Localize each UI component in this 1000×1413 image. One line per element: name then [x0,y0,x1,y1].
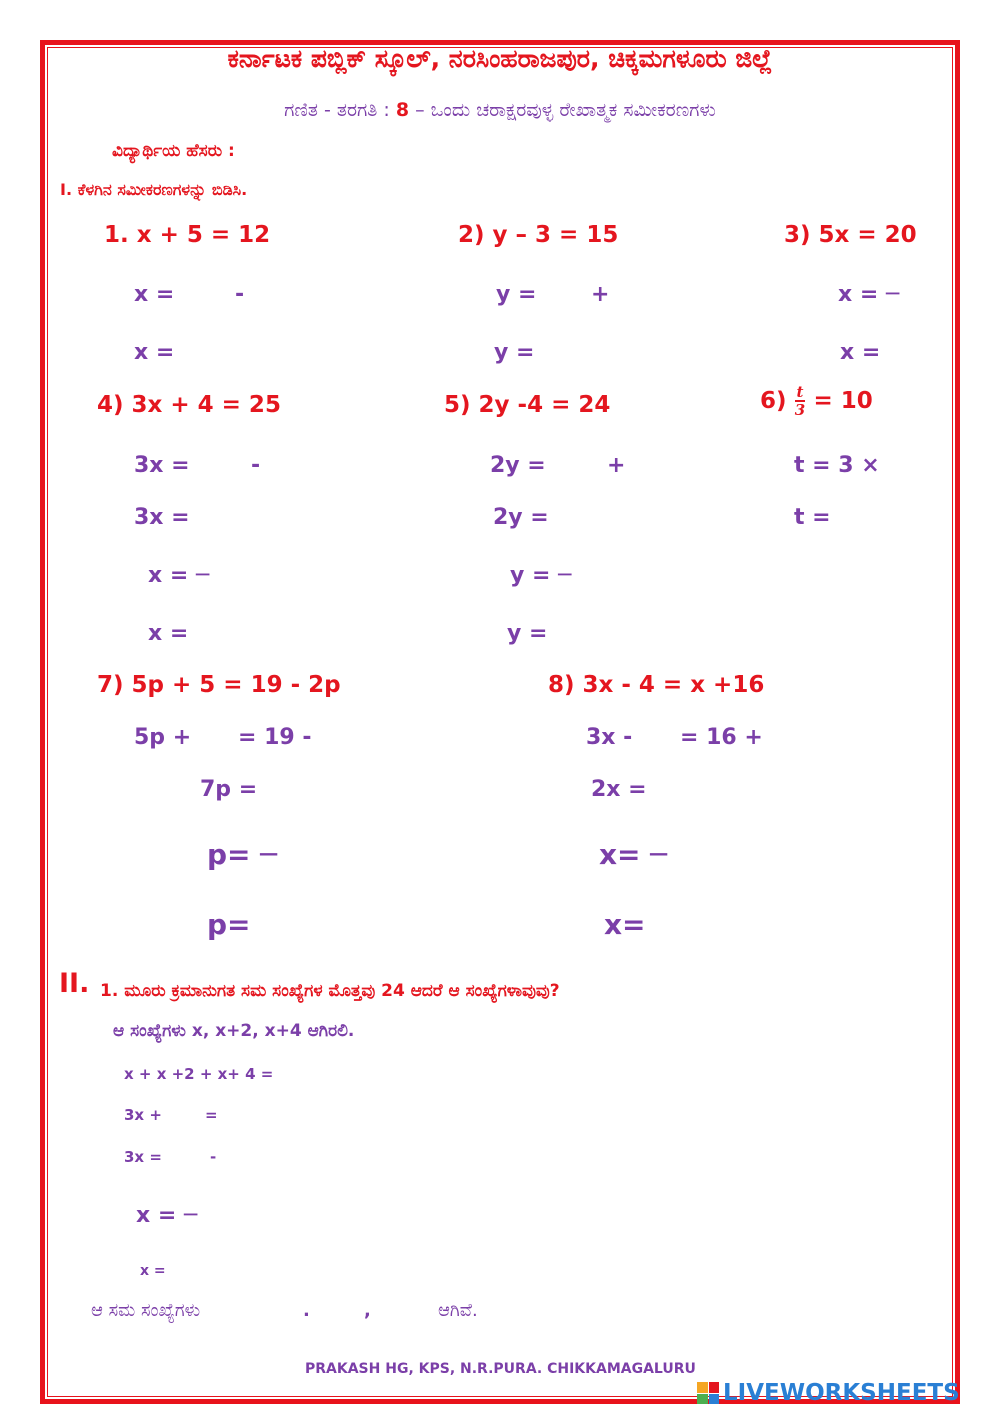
s2-answer-c: , [364,1300,371,1321]
school-title: ಕರ್ನಾಟಕ ಪಬ್ಲಿಕ್ ಸ್ಕೂಲ್, ನರಸಿಂಹರಾಜಪುರ, ಚಿಕ್ಕಮಗಳೂರು ಜಿಲ್ಲೆ [227,44,773,73]
q6-step1: t = 3 × [794,453,880,478]
q8-step2: 2x = [591,777,647,802]
q2-step2: y = [494,340,535,365]
s2-step5: x = [140,1263,166,1279]
s2-step2b: = [205,1106,218,1124]
q6-title-suffix: = 10 [813,388,873,414]
q8-step3: x= ─ [599,838,668,871]
q7-step4: p= [207,908,251,941]
s2-step4: x = ─ [136,1203,198,1228]
s2-answer-b: . [303,1300,310,1321]
q6-fraction-denominator: 3 [794,401,806,419]
q1-title: 1. x + 5 = 12 [104,222,271,248]
s2-answer-a: ಆ ಸಮ ಸಂಖ್ಯೆಗಳು [91,1300,201,1321]
q1-step1-op: - [235,282,245,307]
liveworksheets-text: LIVEWORKSHEETS [723,1380,960,1406]
subject-line [0,99,1000,121]
q2-title: 2) y – 3 = 15 [458,222,619,248]
q5-step3: y = ─ [510,563,572,588]
liveworksheets-watermark[interactable] [697,1378,960,1408]
q7-step1b: = 19 - [238,725,312,750]
q3-title: 3) 5x = 20 [784,222,917,248]
s2-step3b: - [210,1148,217,1166]
q4-step2: 3x = [134,505,190,530]
q2-step1: y = [496,282,537,307]
q6-fraction-numerator: t [796,383,804,401]
q7-step2: 7p = [200,777,258,802]
q4-title: 4) 3x + 4 = 25 [97,392,281,418]
q3-step1: x = ─ [838,282,900,307]
q3-step2: x = [840,340,881,365]
q6-step2: t = [794,505,831,530]
subject-prefix: ಗಣಿತ - ತರಗತಿ : [284,99,396,121]
q1-step1: x = [134,282,175,307]
q5-title: 5) 2y -4 = 24 [444,392,611,418]
s2-step2a: 3x + [124,1106,162,1124]
q8-step4: x= [604,908,646,941]
s2-step1: x + x +2 + x+ 4 = [124,1065,274,1083]
q7-step3: p= ─ [207,838,278,871]
q8-step1a: 3x - [586,725,633,750]
section2-let-line: ಆ ಸಂಖ್ಯೆಗಳು x, x+2, x+4 ಆಗಿರಲಿ. [113,1021,355,1041]
q4-step1: 3x = [134,453,190,478]
q4-step1-op: - [251,453,261,478]
section1-instruction: I. ಕೆಳಗಿನ ಸಮೀಕರಣಗಳನ್ನು ಬಿಡಿಸಿ. [60,180,248,199]
q2-step1-op: + [591,282,610,307]
q5-step4: y = [507,621,548,646]
q6-title-prefix: 6) [760,388,787,414]
s2-answer-d: ಆಗಿವೆ. [438,1300,478,1321]
liveworksheets-logo-icon [697,1382,719,1404]
footer-author: PRAKASH HG, KPS, N.R.PURA. CHIKKAMAGALURU [305,1361,696,1377]
q6-title [760,384,873,418]
q8-title: 8) 3x - 4 = x +16 [548,672,765,698]
section2-question: 1. ಮೂರು ಕ್ರಮಾನುಗತ ಸಮ ಸಂಖ್ಯೆಗಳ ಮೊತ್ತವು 24 ಆದರೆ ಆ ಸಂಖ್ಯೆಗಳಾವುವು? [100,981,560,1001]
section2-roman: II. [59,968,90,999]
page-border-inner [47,47,953,1397]
q5-step1: 2y = [490,453,546,478]
q4-step4: x = [148,621,189,646]
q4-step3: x = ─ [148,563,210,588]
q5-step2: 2y = [493,505,549,530]
q7-step1a: 5p + [134,725,192,750]
subject-suffix: – ಒಂದು ಚರಾಕ್ಷರವುಳ್ಳ ರೇಖಾತ್ಮಕ ಸಮೀಕರಣಗಳು [409,99,716,121]
student-name-label: ವಿದ್ಯಾರ್ಥಿಯ ಹೆಸರು : [112,141,235,161]
q1-step2: x = [134,340,175,365]
q7-title: 7) 5p + 5 = 19 - 2p [97,672,341,698]
grade-number: 8 [395,99,410,121]
q8-step1b: = 16 + [680,725,763,750]
q5-step1-op: + [607,453,626,478]
q6-fraction [795,384,806,418]
s2-step3a: 3x = [124,1148,162,1166]
